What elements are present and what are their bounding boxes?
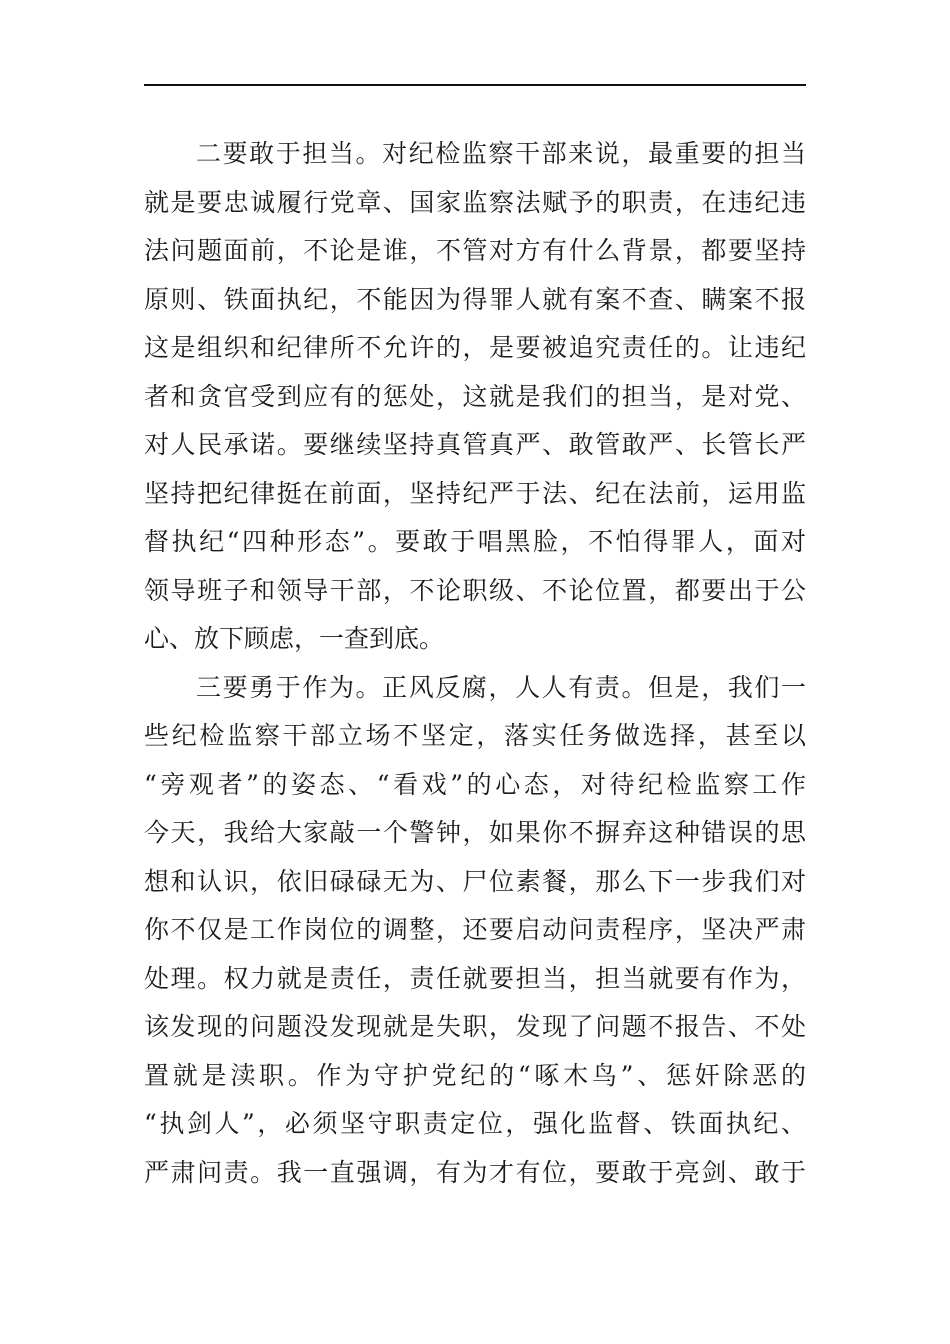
text-line: 对人民承诺。要继续坚持真管真严、敢管敢严、长管长严 bbox=[144, 430, 806, 459]
text-line: 者和贪官受到应有的惩处，这就是我们的担当，是对党、 bbox=[144, 381, 806, 411]
body-text bbox=[144, 130, 806, 1197]
text-line: 你不仅是工作岗位的调整，还要启动问责程序，坚决严肃 bbox=[144, 915, 806, 944]
text-line: 法问题面前，不论是谁，不管对方有什么背景，都要坚持 bbox=[144, 236, 806, 265]
text-line: 置就是渎职。作为守护党纪的“啄木鸟”、惩奸除恶的 bbox=[144, 1060, 806, 1090]
text-line: 这是组织和纪律所不允许的，是要被追究责任的。让违纪 bbox=[144, 333, 806, 362]
text-line: 严肃问责。我一直强调，有为才有位，要敢于亮剑、敢于 bbox=[144, 1157, 806, 1187]
text-line: “执剑人”，必须坚守职责定位，强化监督、铁面执纪、 bbox=[144, 1109, 806, 1138]
text-line: 督执纪“四种形态”。要敢于唱黑脸，不怕得罪人，面对 bbox=[144, 527, 806, 556]
text-line: 三要勇于作为。正风反腐，人人有责。但是，我们一 bbox=[196, 672, 806, 702]
text-line: 原则、铁面执纪，不能因为得罪人就有案不查、瞒案不报 bbox=[144, 284, 806, 314]
text-line: 处理。权力就是责任，责任就要担当，担当就要有作为， bbox=[144, 963, 806, 993]
text-line: 就是要忠诚履行党章、国家监察法赋予的职责，在违纪违 bbox=[144, 187, 806, 217]
text-line: 心、放下顾虑，一查到底。 bbox=[144, 624, 445, 653]
header-rule bbox=[144, 84, 806, 86]
text-line: 坚持把纪律挺在前面，坚持纪严于法、纪在法前，运用监 bbox=[144, 478, 806, 508]
text-line: 今天，我给大家敲一个警钟，如果你不摒弃这种错误的思 bbox=[144, 818, 806, 847]
text-line: “旁观者”的姿态、“看戏”的心态，对待纪检监察工作 bbox=[144, 769, 806, 799]
text-line: 二要敢于担当。对纪检监察干部来说，最重要的担当 bbox=[196, 139, 806, 168]
text-line: 该发现的问题没发现就是失职，发现了问题不报告、不处 bbox=[144, 1012, 806, 1041]
text-line: 些纪检监察干部立场不坚定，落实任务做选择，甚至以 bbox=[144, 721, 806, 750]
text-line: 领导班子和领导干部，不论职级、不论位置，都要出于公 bbox=[144, 575, 806, 605]
text-line: 想和认识，依旧碌碌无为、尸位素餐，那么下一步我们对 bbox=[144, 866, 806, 896]
